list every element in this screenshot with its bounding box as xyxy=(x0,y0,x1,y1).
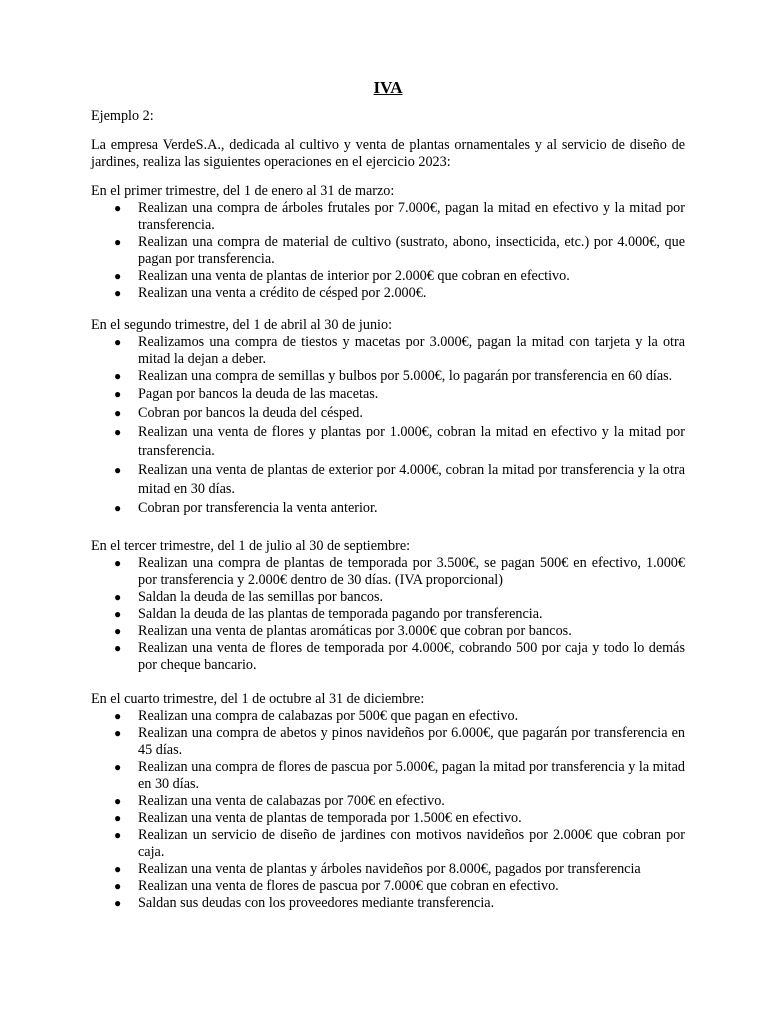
bullet-icon: ● xyxy=(114,590,122,604)
list-item: ● Realizan una venta a crédito de césped por 2.000€. xyxy=(114,285,427,301)
operation-list xyxy=(91,334,685,385)
list-item: ● Realizan una compra de calabazas por 500€ que pagan en efectivo. xyxy=(114,708,519,724)
bullet-icon: ● xyxy=(114,269,122,283)
intro-paragraph: La empresa VerdeS.A., dedicada al cultivo y venta de plantas ornamentales y al servicio de diseño de jardines, realiza las siguientes operaciones en el ejercicio 2023: xyxy=(91,137,685,170)
list-item: ● Cobran por transferencia la venta anterior. xyxy=(114,500,378,516)
bullet-icon: ● xyxy=(114,726,122,740)
list-item: ● Realizan un servicio de diseño de jardines con motivos navideños por 2.000€ que cobran por caja. xyxy=(114,827,685,860)
bullet-icon: ● xyxy=(114,425,122,439)
section-q1 xyxy=(91,183,685,302)
bullet-icon: ● xyxy=(114,335,122,349)
bullet-icon: ● xyxy=(114,811,122,825)
list-item: ● Cobran por bancos la deuda del césped. xyxy=(114,405,363,421)
bullet-icon: ● xyxy=(114,794,122,808)
section-heading: En el tercer trimestre, del 1 de julio al 30 de septiembre: xyxy=(91,538,411,554)
list-item: ● Realizan una venta de flores y plantas por 1.000€, cobran la mitad en efectivo y la mitad por transferencia. xyxy=(114,424,685,459)
bullet-icon: ● xyxy=(114,463,122,477)
list-item: ● Realizan una compra de semillas y bulbos por 5.000€, lo pagarán por transferencia en 60 días. xyxy=(114,368,673,384)
list-item: ● Saldan la deuda de las plantas de temporada pagando por transferencia. xyxy=(114,606,543,622)
list-item: ● Realizan una venta de flores de temporada por 4.000€, cobrando 500 por caja y todo lo demás por cheque bancario. xyxy=(114,640,685,673)
example-label: Ejemplo 2: xyxy=(91,108,154,124)
section-q3 xyxy=(91,538,685,674)
document-title: IVA xyxy=(373,78,403,97)
list-item: ● Realizan una venta de plantas aromáticas por 3.000€ que cobran por bancos. xyxy=(114,623,572,639)
list-item: ● Realizan una compra de árboles frutales por 7.000€, pagan la mitad en efectivo y la mitad por transferencia. xyxy=(114,200,685,233)
bullet-icon: ● xyxy=(114,879,122,893)
section-heading: En el primer trimestre, del 1 de enero al 31 de marzo: xyxy=(91,183,395,199)
bullet-icon: ● xyxy=(114,862,122,876)
bullet-icon: ● xyxy=(114,406,122,420)
bullet-icon: ● xyxy=(114,709,122,723)
bullet-icon: ● xyxy=(114,235,122,249)
bullet-icon: ● xyxy=(114,641,122,655)
list-item: ● Realizan una compra de material de cultivo (sustrato, abono, insecticida, etc.) por 4.000€, que pagan por transferencia. xyxy=(114,234,685,267)
bullet-icon: ● xyxy=(114,624,122,638)
section-heading: En el cuarto trimestre, del 1 de octubre al 31 de diciembre: xyxy=(91,691,425,707)
bullet-icon: ● xyxy=(114,556,122,570)
section-q4 xyxy=(91,691,685,912)
list-item: ● Realizan una compra de flores de pascua por 5.000€, pagan la mitad por transferencia y la mitad en 30 días. xyxy=(114,759,685,792)
list-item: ● Saldan la deuda de las semillas por bancos. xyxy=(114,589,384,605)
section-heading: En el segundo trimestre, del 1 de abril al 30 de junio: xyxy=(91,317,393,333)
bullet-icon: ● xyxy=(114,387,122,401)
bullet-icon: ● xyxy=(114,201,122,215)
list-item: ● Realizan una venta de plantas de temporada por 1.500€ en efectivo. xyxy=(114,810,522,826)
operation-list xyxy=(91,200,685,302)
list-item: ● Realizan una compra de abetos y pinos navideños por 6.000€, que pagarán por transferencia en 45 días. xyxy=(114,725,685,758)
section-q2 xyxy=(91,317,685,518)
bullet-icon: ● xyxy=(114,286,122,300)
list-item: ● Realizan una venta de calabazas por 700€ en efectivo. xyxy=(114,793,445,809)
bullet-icon: ● xyxy=(114,607,122,621)
list-item: ● Pagan por bancos la deuda de las macetas. xyxy=(114,386,379,402)
bullet-icon: ● xyxy=(114,369,122,383)
list-item: ● Realizan una venta de plantas y árboles navideños por 8.000€, pagados por transferencia xyxy=(114,861,641,877)
bullet-icon: ● xyxy=(114,501,122,515)
list-item: ● Realizamos una compra de tiestos y macetas por 3.000€, pagan la mitad con tarjeta y la otra mitad la dejan a deber. xyxy=(114,334,685,367)
list-item: ● Realizan una venta de plantas de interior por 2.000€ que cobran en efectivo. xyxy=(114,268,570,284)
bullet-icon: ● xyxy=(114,896,122,910)
bullet-icon: ● xyxy=(114,828,122,842)
operation-list xyxy=(91,708,685,912)
operation-list xyxy=(91,385,685,518)
operation-list xyxy=(91,555,685,674)
list-item: ● Realizan una venta de plantas de exterior por 4.000€, cobran la mitad por transferencia y la otra mitad en 30 días. xyxy=(114,462,685,497)
bullet-icon: ● xyxy=(114,760,122,774)
list-item: ● Realizan una compra de plantas de temporada por 3.500€, se pagan 500€ en efectivo, 1.000€ por transferencia y 2.000€ dentro de 30 días. (IVA proporcional) xyxy=(114,555,685,588)
list-item: ● Saldan sus deudas con los proveedores mediante transferencia. xyxy=(114,895,495,911)
list-item: ● Realizan una venta de flores de pascua por 7.000€ que cobran en efectivo. xyxy=(114,878,559,894)
